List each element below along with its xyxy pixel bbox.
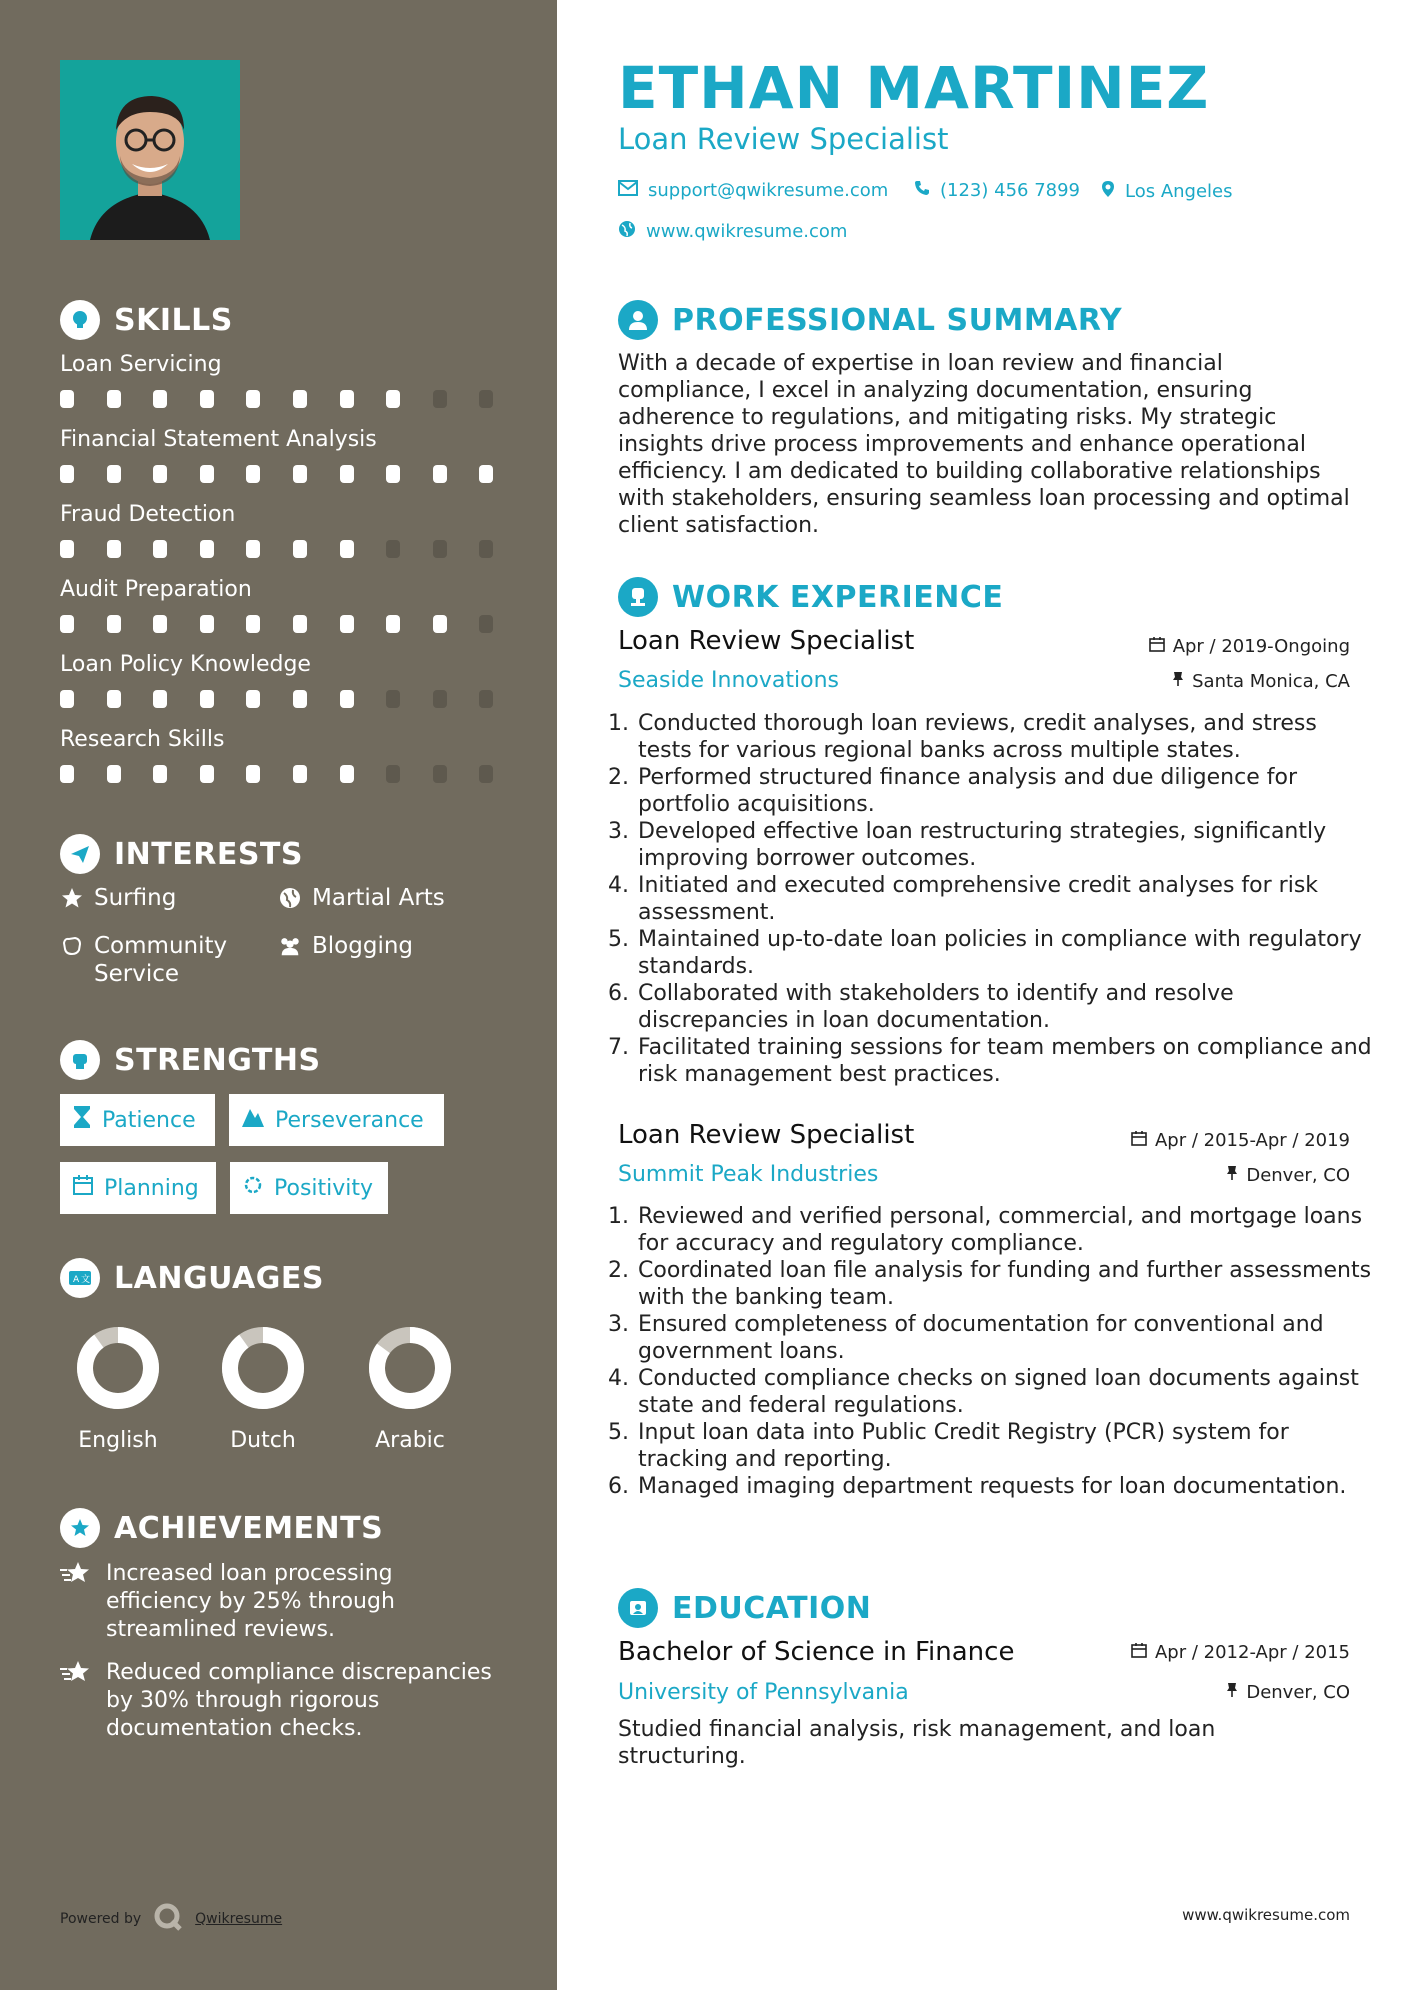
skill-dot [293,540,307,558]
job-date: Apr / 2019-Ongoing [1149,636,1350,657]
skill-dot [200,465,214,483]
language-donut-fill [230,1335,296,1401]
main-content [557,0,1407,1990]
interest-item: Community Service [60,932,227,988]
skill-name: Audit Preparation [60,577,252,602]
strength-tag: Patience [60,1094,215,1146]
skill-dot [293,765,307,783]
skill-dot [479,390,493,408]
skill-dot [340,765,354,783]
job-role: Loan Review Specialist [618,1120,915,1150]
skill-dot [246,465,260,483]
users-icon [278,932,302,960]
globe-icon [618,220,636,243]
strengths-heading: STRENGTHS [60,1040,321,1080]
calendar-icon [1131,1130,1147,1151]
skill-dot [386,765,400,783]
skill-dot [479,615,493,633]
skill-dot [153,390,167,408]
skill-dot [246,390,260,408]
skill-dot [153,690,167,708]
skill-rating [60,465,526,483]
qwikresume-logo-icon [153,1902,183,1936]
job-location: Denver, CO [1226,1165,1350,1186]
education-location: Denver, CO [1226,1682,1350,1703]
skill-name: Financial Statement Analysis [60,427,377,452]
skill-dot [386,540,400,558]
strength-tag: Positivity [230,1162,388,1214]
sidebar [0,0,557,1990]
skill-dot [200,540,214,558]
skill-rating [60,690,526,708]
skill-dot [386,465,400,483]
skill-name: Research Skills [60,727,225,752]
svg-text:文: 文 [81,1275,91,1285]
skill-name: Loan Policy Knowledge [60,652,311,677]
graduation-icon [618,1588,658,1628]
contact-location: Los Angeles [1101,180,1233,203]
interests-heading: INTERESTS [60,834,303,874]
skill-dot [479,540,493,558]
duty-item: 1. Reviewed and verified personal, commercial, and mortgage loans for accuracy and regulatory compliance. [636,1203,1376,1257]
skill-dot [386,690,400,708]
language-donut [76,1326,160,1410]
language-item [58,1326,178,1453]
job-company: Summit Peak Industries [618,1162,879,1187]
globe-icon [278,884,302,912]
climber-icon [241,1106,265,1134]
skill-dot [246,765,260,783]
contact-phone[interactable]: (123) 456 7899 [914,180,1080,201]
achievements-heading: ACHIEVEMENTS [60,1508,383,1548]
pushpin-icon [1226,1165,1238,1186]
language-icon [60,1258,100,1298]
skill-dot [107,690,121,708]
calendar-icon [1149,636,1165,657]
duty-item: 5. Maintained up-to-date loan policies in compliance with regulatory standards. [636,926,1376,980]
skill-dot [153,765,167,783]
skill-dot [60,615,74,633]
strength-tag: Planning [60,1162,216,1214]
skill-dot [479,765,493,783]
skill-dot [340,615,354,633]
language-item [350,1326,470,1453]
skill-dot [107,765,121,783]
skill-dot [200,390,214,408]
language-donut [221,1326,305,1410]
award-icon [60,1508,100,1548]
duty-item: 1. Conducted thorough loan reviews, credit analyses, and stress tests for various regional banks across multiple states. [636,710,1376,764]
interest-item: Blogging [278,932,413,960]
skill-dot [60,765,74,783]
calendar-icon [1131,1642,1147,1663]
skill-dot [479,690,493,708]
language-name: Arabic [375,1428,445,1453]
skill-dot [479,465,493,483]
achievement-item: Reduced compliance discrepancies by 30% through rigorous documentation checks. [60,1659,500,1743]
map-pin-icon [1101,180,1115,203]
job-role: Loan Review Specialist [618,626,915,656]
skill-dot [340,390,354,408]
star-award-icon [60,1560,92,1644]
achievement-item: Increased loan processing efficiency by 25% through streamlined reviews. [60,1560,500,1644]
summary-heading: PROFESSIONAL SUMMARY [618,300,1122,340]
skill-rating [60,615,526,633]
skill-dot [340,690,354,708]
skill-dot [386,390,400,408]
education-description: Studied financial analysis, risk management, and loan structuring. [618,1717,1216,1769]
skill-dot [433,690,447,708]
education-school: University of Pennsylvania [618,1680,909,1705]
skill-dot [107,615,121,633]
skill-rating [60,540,526,558]
duty-item: 4. Conducted compliance checks on signed loan documents against state and federal regulations. [636,1365,1376,1419]
skill-dot [153,465,167,483]
skill-dot [293,390,307,408]
user-icon [618,300,658,340]
skill-rating [60,390,526,408]
job-duties [618,710,1376,1088]
skill-dot [60,390,74,408]
skill-dot [246,615,260,633]
skill-dot [153,615,167,633]
language-donut [368,1326,452,1410]
skill-dot [433,540,447,558]
duty-item: 4. Initiated and executed comprehensive credit analyses for risk assessment. [636,872,1376,926]
hourglass-icon [72,1105,92,1135]
candidate-name: ETHAN MARTINEZ [618,54,1210,122]
skill-dot [107,390,121,408]
powered-by: Powered by Qwikresume [60,1902,282,1936]
skill-dot [386,615,400,633]
skill-dot [153,540,167,558]
interest-item: Martial Arts [278,884,445,912]
skill-dot [60,465,74,483]
svg-text:A: A [73,1275,80,1285]
skill-name: Loan Servicing [60,352,222,377]
sun-icon [242,1174,264,1202]
fist-icon [60,1040,100,1080]
job-date: Apr / 2015-Apr / 2019 [1131,1130,1350,1151]
contact-website[interactable]: www.qwikresume.com [618,220,847,243]
skill-dot [293,690,307,708]
skill-dot [433,765,447,783]
skill-dot [433,390,447,408]
briefcase-chair-icon [618,577,658,617]
skill-dot [293,615,307,633]
duty-item: 6. Collaborated with stakeholders to identify and resolve discrepancies in loan documentation. [636,980,1376,1034]
strength-tag: Perseverance [229,1094,444,1146]
skill-dot [433,615,447,633]
skill-dot [246,690,260,708]
envelope-icon [618,180,638,201]
skill-dot [433,465,447,483]
language-name: English [78,1428,158,1453]
interest-item: Surfing [60,884,176,912]
skill-dot [60,690,74,708]
skill-dot [60,540,74,558]
language-item [203,1326,323,1453]
job-location: Santa Monica, CA [1172,671,1350,692]
skill-dot [107,540,121,558]
duty-item: 2. Performed structured finance analysis and due diligence for portfolio acquisitions. [636,764,1376,818]
candidate-title: Loan Review Specialist [618,122,949,156]
pushpin-icon [1172,671,1184,692]
profile-photo [60,60,240,240]
education-date: Apr / 2012-Apr / 2015 [1131,1642,1350,1663]
lightbulb-icon [60,300,100,340]
duty-item: 3. Developed effective loan restructuring strategies, significantly improving borrower outcomes. [636,818,1376,872]
education-heading: EDUCATION [618,1588,871,1628]
skill-name: Fraud Detection [60,502,236,527]
summary-text: With a decade of expertise in loan review and financial compliance, I excel in analyzing documentation, ensuring adherence to regulations, and mitigating risks. My strategic insights drive process improvements and enhance operational efficiency. I am dedicated to building collaborative relationships with stakeholders, ensuring seamless loan processing and optimal client satisfaction. [618,351,1350,538]
footer-website[interactable]: www.qwikresume.com [1182,1906,1350,1924]
skill-dot [200,765,214,783]
duty-item: 6. Managed imaging department requests for loan documentation. [636,1473,1376,1500]
paper-plane-icon [60,834,100,874]
duty-item: 5. Input loan data into Public Credit Registry (PCR) system for tracking and reporting. [636,1419,1376,1473]
job-company: Seaside Innovations [618,668,839,693]
language-donut-fill [85,1335,151,1401]
duty-item: 7. Facilitated training sessions for team members on compliance and risk management best practices. [636,1034,1376,1088]
pushpin-icon [1226,1682,1238,1703]
skill-dot [246,540,260,558]
skill-dot [293,465,307,483]
phone-icon [914,180,930,201]
skill-dot [200,615,214,633]
star-award-icon [60,1659,92,1743]
experience-heading: WORK EXPERIENCE [618,577,1003,617]
hand-icon [60,932,84,960]
skill-dot [340,465,354,483]
duty-item: 2. Coordinated loan file analysis for funding and further assessments with the banking team. [636,1257,1376,1311]
skills-heading: SKILLS [60,300,233,340]
duty-item: 3. Ensured completeness of documentation for conventional and government loans. [636,1311,1376,1365]
qwikresume-link[interactable]: Qwikresume [195,1911,283,1927]
calendar-icon [72,1174,94,1202]
languages-heading: A 文 LANGUAGES [60,1258,324,1298]
star-icon [60,884,84,912]
education-degree: Bachelor of Science in Finance [618,1637,1015,1667]
skill-dot [107,465,121,483]
job-duties [618,1203,1376,1500]
skill-dot [200,690,214,708]
skill-rating [60,765,526,783]
contact-email[interactable]: support@qwikresume.com [618,180,888,201]
language-name: Dutch [230,1428,296,1453]
skill-dot [340,540,354,558]
